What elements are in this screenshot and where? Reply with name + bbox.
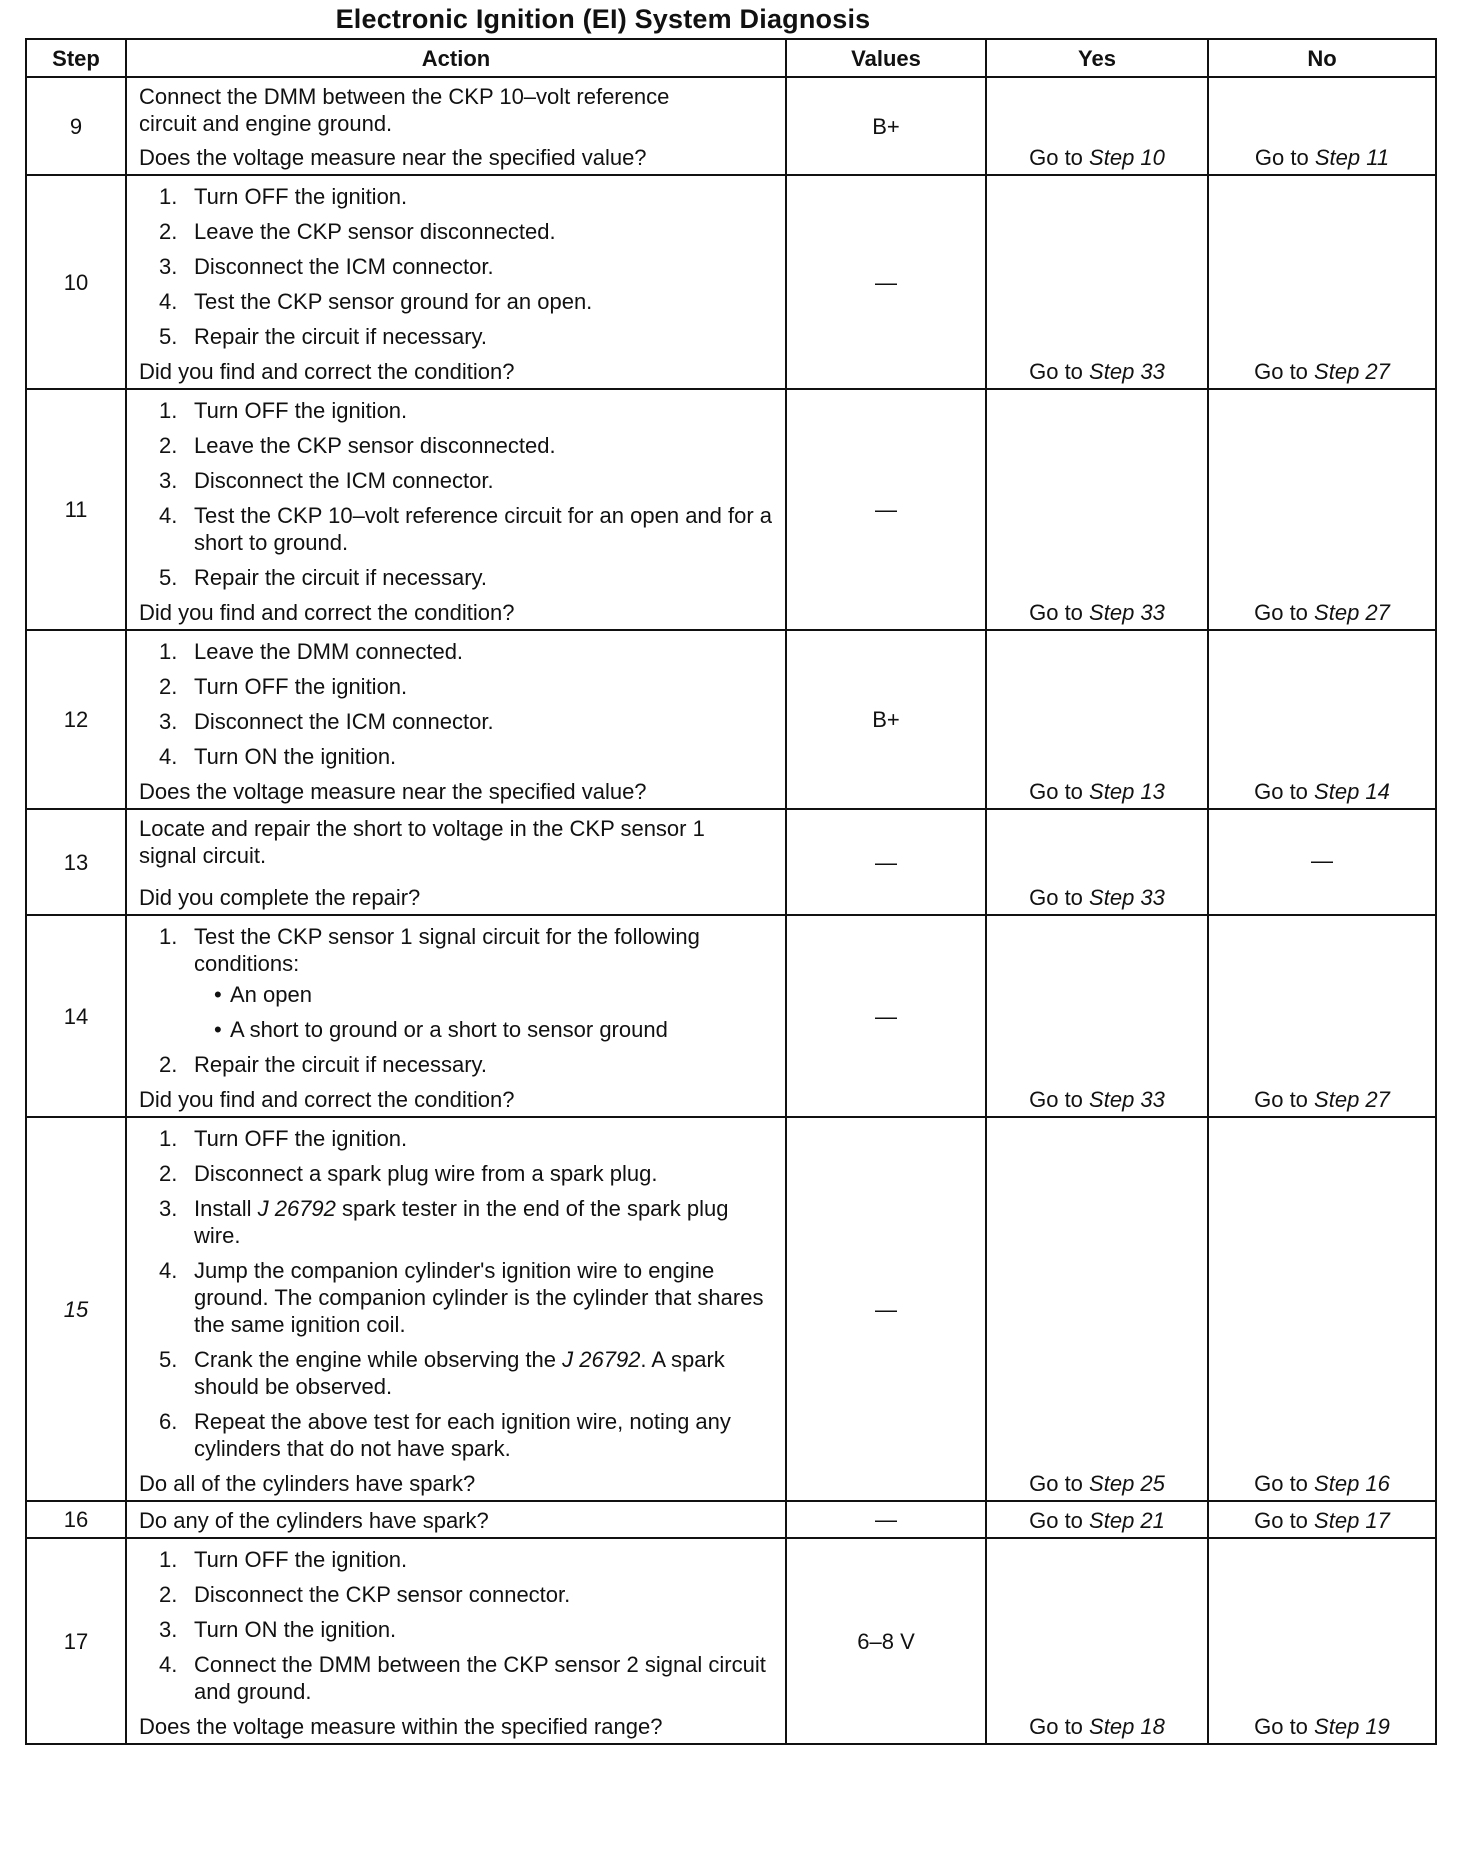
- page-title: Electronic Ignition (EI) System Diagnosis: [335, 4, 871, 34]
- goto-step-link: Step 11: [1314, 145, 1390, 170]
- action-steps-list: [139, 397, 775, 599]
- list-item-number: 5.: [159, 565, 178, 590]
- list-item: [139, 743, 775, 770]
- spec-value: —: [786, 1501, 986, 1538]
- action-cell: [126, 389, 786, 630]
- goto-label: Go to: [1029, 1714, 1083, 1739]
- list-item-number: 2.: [159, 1052, 178, 1077]
- condition-item: • An open: [194, 981, 775, 1008]
- list-item-text: Leave the CKP sensor disconnected.: [194, 219, 556, 244]
- list-item-text: Connect the DMM between the CKP sensor 2 signal circuit and ground.: [194, 1652, 766, 1704]
- step-number: 10: [26, 175, 126, 389]
- goto-label: Go to: [1254, 359, 1308, 384]
- diagnosis-table: [25, 38, 1437, 1745]
- list-item-text: Test the CKP sensor 1 signal circuit for the following conditions:: [194, 924, 700, 976]
- no-result: [1208, 809, 1436, 915]
- spec-value: B+: [786, 630, 986, 809]
- list-item: [139, 1195, 775, 1249]
- list-item-text: Disconnect the CKP sensor connector.: [194, 1582, 571, 1607]
- list-item-text: Disconnect the ICM connector.: [194, 709, 494, 734]
- spec-value: —: [786, 915, 986, 1117]
- list-item-number: 1.: [159, 398, 178, 423]
- spec-value: —: [786, 1117, 986, 1501]
- goto-label: Go to: [1029, 1471, 1083, 1496]
- list-item-number: 6.: [159, 1409, 178, 1434]
- goto-label: Go to: [1029, 1087, 1083, 1112]
- goto-step-link: Step 33: [1089, 1087, 1165, 1112]
- list-item: [139, 1651, 775, 1705]
- no-result: [1208, 915, 1436, 1117]
- goto-step-link: Step 27: [1314, 600, 1390, 625]
- list-item: [139, 253, 775, 280]
- table-row: [26, 175, 1436, 389]
- goto-step-link: Step 19: [1314, 1714, 1390, 1739]
- list-item: [139, 1125, 775, 1152]
- list-item-number: 1.: [159, 1547, 178, 1572]
- action-question: Does the voltage measure near the specified value?: [139, 779, 647, 804]
- yes-result: [986, 175, 1208, 389]
- goto-step-link: Step 33: [1089, 600, 1165, 625]
- no-result: [1208, 630, 1436, 809]
- goto-step-link: Step 16: [1314, 1471, 1390, 1496]
- list-item: [139, 502, 775, 556]
- header-values: Values: [786, 39, 986, 77]
- table-row: [26, 77, 1436, 175]
- goto-step-link: Step 21: [1089, 1508, 1165, 1533]
- header-step: Step: [26, 39, 126, 77]
- list-item: [139, 1581, 775, 1608]
- action-steps-list: [139, 923, 775, 1086]
- spec-value: —: [786, 809, 986, 915]
- action-question: Do all of the cylinders have spark?: [139, 1471, 476, 1496]
- list-item-number: 4.: [159, 503, 178, 528]
- list-item: [139, 638, 775, 665]
- list-item-text: Turn OFF the ignition.: [194, 184, 408, 209]
- table-row: [26, 389, 1436, 630]
- list-item-number: 1.: [159, 184, 178, 209]
- action-instruction: Locate and repair the short to voltage in the CKP sensor 1 signal circuit.: [139, 816, 705, 868]
- list-item-number: 3.: [159, 468, 178, 493]
- action-cell: [126, 1501, 786, 1538]
- list-item-number: 1.: [159, 924, 178, 949]
- condition-list: [194, 981, 775, 1043]
- goto-label: Go to: [1254, 600, 1308, 625]
- tool-reference: J 26792: [562, 1347, 641, 1372]
- goto-label: Go to: [1254, 1508, 1308, 1533]
- goto-step-link: Step 27: [1314, 359, 1390, 384]
- list-item-text: Jump the companion cylinder's ignition wire to engine ground. The companion cylinder is the cylinder that shares the same ignition coil.: [194, 1258, 764, 1337]
- list-item-number: 2.: [159, 674, 178, 699]
- list-item-number: 1.: [159, 1126, 178, 1151]
- list-item-text: Test the CKP 10–volt reference circuit for an open and for a short to ground.: [194, 503, 773, 555]
- condition-item: • A short to ground or a short to sensor ground: [194, 1016, 775, 1043]
- step-number: 16: [26, 1501, 126, 1538]
- list-item-number: 2.: [159, 1161, 178, 1186]
- list-item-number: 4.: [159, 1652, 178, 1677]
- spec-value: 6–8 V: [786, 1538, 986, 1744]
- list-item-number: 3.: [159, 1617, 178, 1642]
- goto-step-link: Step 33: [1089, 359, 1165, 384]
- list-item-text: Turn OFF the ignition.: [194, 398, 408, 423]
- no-result: [1208, 175, 1436, 389]
- action-cell: [126, 77, 786, 175]
- goto-label: Go to: [1029, 359, 1083, 384]
- list-item-text: Repair the circuit if necessary.: [194, 565, 488, 590]
- action-question: Did you find and correct the condition?: [139, 359, 515, 384]
- list-item-number: 2.: [159, 219, 178, 244]
- yes-result: [986, 1117, 1208, 1501]
- action-steps-list: [139, 1125, 775, 1470]
- tool-reference: J 26792: [257, 1196, 336, 1221]
- yes-result: [986, 630, 1208, 809]
- spec-value: —: [786, 175, 986, 389]
- list-item-text: spark tester in the end of the spark plug wire.: [194, 1196, 729, 1248]
- goto-step-link: Step 25: [1089, 1471, 1165, 1496]
- action-cell: [126, 175, 786, 389]
- list-item-number: 3.: [159, 254, 178, 279]
- list-item-text: Disconnect a spark plug wire from a spark plug.: [194, 1161, 658, 1186]
- list-item: [139, 923, 775, 1043]
- yes-result: [986, 389, 1208, 630]
- no-result: [1208, 389, 1436, 630]
- spec-value: B+: [786, 77, 986, 175]
- list-item-number: 3.: [159, 709, 178, 734]
- no-result: [1208, 1501, 1436, 1538]
- action-cell: [126, 915, 786, 1117]
- goto-label: Go to: [1029, 145, 1083, 170]
- header-yes: Yes: [986, 39, 1208, 77]
- goto-label: Go to: [1254, 145, 1309, 170]
- list-item-text: Turn ON the ignition.: [194, 744, 397, 769]
- goto-label: Go to: [1029, 1508, 1083, 1533]
- list-item-number: 2.: [159, 1582, 178, 1607]
- list-item: [139, 183, 775, 210]
- goto-label: Go to: [1254, 1087, 1308, 1112]
- action-question: Does the voltage measure near the specified value?: [139, 145, 647, 170]
- list-item-text: Repair the circuit if necessary.: [194, 324, 488, 349]
- goto-step-link: Step 14: [1314, 779, 1390, 804]
- goto-label: Go to: [1029, 885, 1083, 910]
- list-item: [139, 1616, 775, 1643]
- action-cell: [126, 1538, 786, 1744]
- step-number: 9: [26, 77, 126, 175]
- list-item-text: Disconnect the ICM connector.: [194, 254, 494, 279]
- yes-result: [986, 915, 1208, 1117]
- table-row: [26, 915, 1436, 1117]
- table-row: [26, 1538, 1436, 1744]
- list-item-number: 3.: [159, 1196, 178, 1221]
- spec-value: —: [786, 389, 986, 630]
- yes-result: [986, 809, 1208, 915]
- list-item: [139, 1257, 775, 1338]
- header-action: Action: [126, 39, 786, 77]
- list-item: [139, 218, 775, 245]
- list-item-text: Turn OFF the ignition.: [194, 674, 408, 699]
- goto-label: Go to: [1029, 600, 1083, 625]
- list-item-number: 5.: [159, 324, 178, 349]
- list-item-text: Disconnect the ICM connector.: [194, 468, 494, 493]
- list-item-text: Leave the DMM connected.: [194, 639, 464, 664]
- list-item-text: Leave the CKP sensor disconnected.: [194, 433, 556, 458]
- list-item: [139, 432, 775, 459]
- goto-step-link: Step 13: [1089, 779, 1165, 804]
- list-item-number: 5.: [159, 1347, 178, 1372]
- goto-step-link: Step 27: [1314, 1087, 1390, 1112]
- list-item-number: 4.: [159, 744, 178, 769]
- no-result: [1208, 1538, 1436, 1744]
- list-item-text: Test the CKP sensor ground for an open.: [194, 289, 593, 314]
- list-item: [139, 1051, 775, 1078]
- list-item: [139, 673, 775, 700]
- no-action-dash: —: [1311, 848, 1333, 873]
- list-item: [139, 288, 775, 315]
- yes-result: [986, 1538, 1208, 1744]
- goto-step-link: Step 18: [1089, 1714, 1165, 1739]
- goto-step-link: Step 33: [1089, 885, 1165, 910]
- step-number: 15: [26, 1117, 126, 1501]
- action-cell: [126, 630, 786, 809]
- list-item-number: 4.: [159, 1258, 178, 1283]
- no-result: [1208, 77, 1436, 175]
- list-item: [139, 323, 775, 350]
- list-item-text: Turn ON the ignition.: [194, 1617, 397, 1642]
- list-item-text: Turn OFF the ignition.: [194, 1547, 408, 1572]
- list-item: [139, 467, 775, 494]
- table-row: [26, 1117, 1436, 1501]
- step-number: 14: [26, 915, 126, 1117]
- action-steps-list: [139, 638, 775, 778]
- action-question: Do any of the cylinders have spark?: [139, 1508, 489, 1533]
- action-question: Did you find and correct the condition?: [139, 1087, 515, 1112]
- table-body: [26, 77, 1436, 1744]
- yes-result: [986, 77, 1208, 175]
- goto-label: Go to: [1254, 779, 1308, 804]
- list-item-text: . A spark should be observed.: [194, 1347, 725, 1399]
- action-steps-list: [139, 183, 775, 358]
- list-item: [139, 1346, 775, 1400]
- step-number: 12: [26, 630, 126, 809]
- list-item: [139, 1160, 775, 1187]
- action-question: Did you find and correct the condition?: [139, 600, 515, 625]
- no-result: [1208, 1117, 1436, 1501]
- goto-step-link: Step 10: [1089, 145, 1165, 170]
- list-item: [139, 564, 775, 591]
- list-item: [139, 397, 775, 424]
- goto-label: Go to: [1029, 779, 1083, 804]
- goto-label: Go to: [1254, 1714, 1308, 1739]
- list-item: [139, 708, 775, 735]
- action-question: Did you complete the repair?: [139, 885, 421, 910]
- action-question: Does the voltage measure within the specified range?: [139, 1714, 663, 1739]
- list-item-text: Crank the engine while observing the: [194, 1347, 563, 1372]
- list-item-text: Repeat the above test for each ignition wire, noting any cylinders that do not have spark.: [194, 1409, 731, 1461]
- list-item-number: 2.: [159, 433, 178, 458]
- list-item-text: Repair the circuit if necessary.: [194, 1052, 488, 1077]
- list-item-number: 4.: [159, 289, 178, 314]
- list-item-number: 1.: [159, 639, 178, 664]
- action-cell: [126, 1117, 786, 1501]
- yes-result: [986, 1501, 1208, 1538]
- table-row: [26, 630, 1436, 809]
- step-number: 11: [26, 389, 126, 630]
- action-cell: [126, 809, 786, 915]
- header-no: No: [1208, 39, 1436, 77]
- goto-label: Go to: [1254, 1471, 1308, 1496]
- list-item-text: Install: [194, 1196, 258, 1221]
- table-row: [26, 809, 1436, 915]
- table-row: [26, 1501, 1436, 1538]
- list-item: [139, 1546, 775, 1573]
- table-header-row: [26, 39, 1436, 77]
- action-steps-list: [139, 1546, 775, 1713]
- step-number: 17: [26, 1538, 126, 1744]
- list-item: [139, 1408, 775, 1462]
- step-number: 13: [26, 809, 126, 915]
- goto-step-link: Step 17: [1314, 1508, 1390, 1533]
- action-instruction: Connect the DMM between the CKP 10–volt reference circuit and engine ground.: [139, 84, 670, 136]
- list-item-text: Turn OFF the ignition.: [194, 1126, 408, 1151]
